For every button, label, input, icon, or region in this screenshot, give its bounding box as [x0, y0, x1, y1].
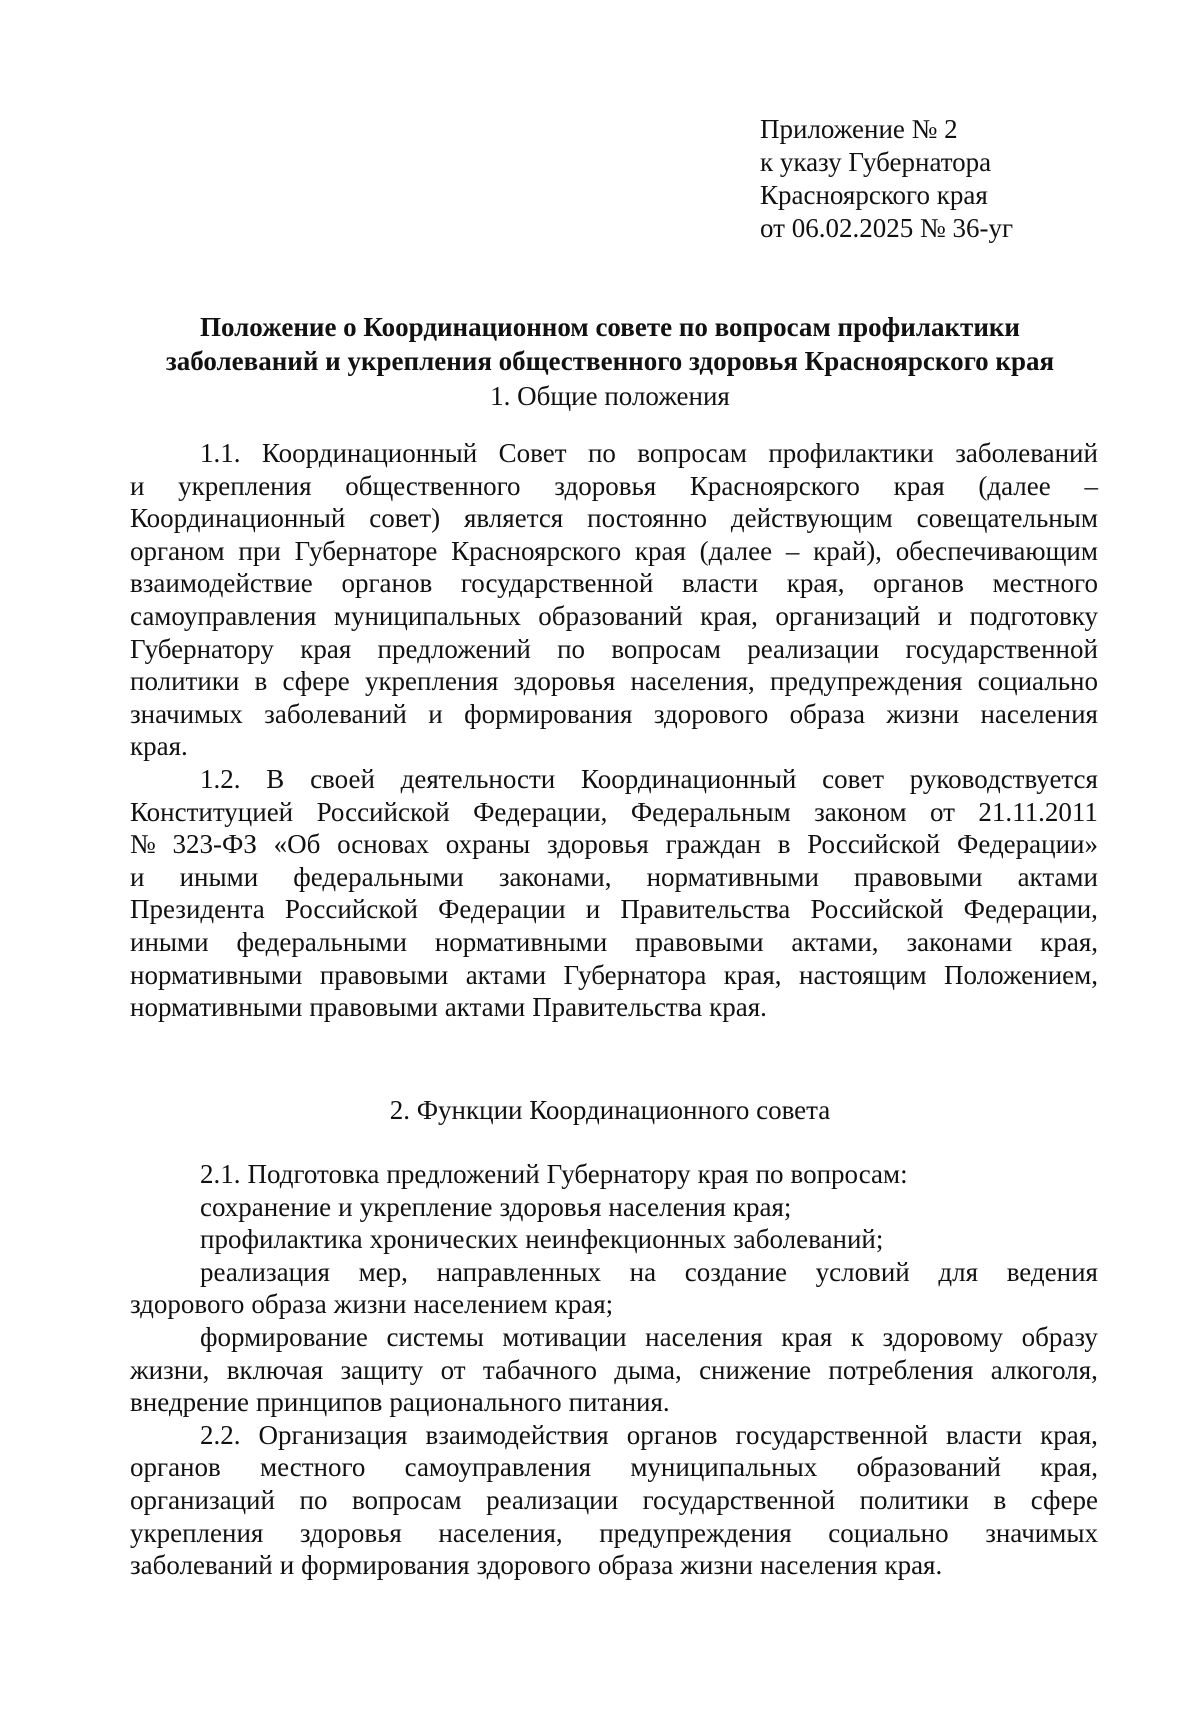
word: вопросам: [790, 1159, 908, 1189]
word: (далее [699, 535, 773, 566]
word: Красноярского [689, 470, 860, 501]
paragraph-line [130, 1484, 1098, 1517]
word: руководствуется [909, 763, 1098, 794]
word: политики [130, 666, 240, 697]
word: организаций [775, 600, 921, 631]
word: – [1084, 470, 1098, 501]
paragraph-line [130, 600, 1098, 633]
word: организаций [130, 1484, 275, 1515]
word: вопросам [611, 633, 721, 664]
paragraph-line [130, 567, 1098, 600]
word: заболеваний [955, 438, 1098, 468]
word: настоящим [799, 959, 927, 990]
title-line: Положение о Координационном совете по вопросам профилактики [200, 312, 1020, 342]
word: Положением, [944, 959, 1098, 990]
word: жизни [886, 698, 960, 729]
word: Правительства [532, 992, 703, 1023]
section-1-body [130, 437, 1098, 1024]
word: нормативными [130, 959, 303, 990]
word: заболеваний [130, 1550, 273, 1581]
paragraph-line [130, 1256, 1098, 1289]
word: государственной [905, 633, 1098, 664]
word: законами, [498, 861, 612, 892]
word: населения [759, 1550, 878, 1581]
word: правовыми [319, 959, 449, 990]
word: (далее [978, 470, 1051, 501]
word: Российской [807, 829, 941, 860]
appendix-block [760, 113, 1013, 245]
word: населения, [438, 1517, 563, 1548]
word: края, [786, 568, 845, 599]
word: здоровому [882, 1321, 1004, 1352]
paragraph-1-2 [130, 763, 1098, 1024]
word: общественного [345, 470, 521, 501]
word: Российской [284, 894, 418, 925]
word: здорового [653, 698, 769, 729]
word: укрепления [178, 470, 312, 501]
word: государственной [460, 568, 654, 599]
paragraph-line [130, 502, 1098, 535]
title-line: заболеваний и укрепления общественного здоровья Красноярского края [165, 346, 1055, 376]
word: реализация [200, 1256, 330, 1287]
word: образу [1021, 1321, 1098, 1352]
word: по [587, 438, 616, 468]
word: край), [813, 535, 882, 566]
word: социально [977, 666, 1098, 697]
word: хронических [369, 1224, 519, 1255]
word: предложений [386, 1159, 540, 1189]
word: Конституцией [130, 796, 294, 827]
paragraph-line [130, 1191, 1098, 1224]
word: края [300, 633, 352, 664]
word: ведения [1006, 1256, 1098, 1287]
word: Совет [498, 438, 567, 468]
paragraph-line [130, 437, 1098, 470]
word: потребления [828, 1354, 974, 1385]
paragraph-line [130, 796, 1098, 829]
word: иными [179, 861, 259, 892]
word: Координационный [130, 503, 346, 534]
word: края [634, 535, 686, 566]
word: на [629, 1256, 657, 1287]
word: и [937, 600, 953, 631]
word: алкоголя, [990, 1354, 1098, 1385]
word: охраны [445, 829, 531, 860]
paragraph-line [130, 893, 1098, 926]
word: мер, [358, 1256, 408, 1287]
word: законами [906, 926, 1013, 957]
word: по [755, 1159, 784, 1189]
word: края. [130, 731, 188, 762]
word: значимых [985, 1517, 1098, 1548]
word: является [464, 503, 564, 534]
word: формирования [464, 698, 633, 729]
word: 1.2. [200, 763, 241, 794]
word: значимых [130, 698, 243, 729]
word: здоровья [499, 1191, 602, 1222]
section-2-body [130, 1158, 1098, 1582]
paragraph-line [130, 828, 1098, 861]
word: населения [645, 1321, 763, 1352]
word: Губернатору [546, 1159, 691, 1189]
word: Губернатора [563, 959, 707, 990]
word: здорового [476, 1550, 591, 1581]
word: населения [980, 698, 1098, 729]
word: мотивации [502, 1321, 627, 1352]
word: от [440, 1354, 466, 1385]
word: муниципальных [333, 600, 521, 631]
word: образований [538, 600, 683, 631]
word: края; [732, 1191, 792, 1222]
paragraph-line [130, 1549, 1098, 1582]
word: Правительства [620, 894, 791, 925]
paragraph-line [130, 926, 1098, 959]
word: населения [608, 1191, 726, 1222]
word: актами [444, 992, 526, 1023]
paragraph-line [130, 763, 1098, 796]
word: Красноярского [451, 535, 622, 566]
word: табачного [482, 1354, 597, 1385]
word: 21.11.2011 [978, 796, 1098, 827]
paragraph-line [130, 665, 1098, 698]
word: предложений [377, 633, 531, 664]
word: актами, [791, 926, 879, 957]
word: края; [554, 1289, 614, 1320]
word: Федерации, [963, 894, 1098, 925]
word: профилактики [768, 438, 934, 468]
appendix-line: к указу Губернатора [760, 147, 992, 177]
word: нормативными [434, 926, 608, 957]
word: взаимодействие [130, 568, 313, 599]
word: условий [815, 1256, 910, 1287]
paragraph-line [130, 1517, 1098, 1550]
word: включая [226, 1354, 324, 1385]
word: нормативными [130, 992, 303, 1023]
paragraph-line [130, 1288, 1098, 1321]
word: вопросам [351, 1484, 462, 1515]
word: при [238, 535, 281, 566]
word: края. [709, 992, 767, 1023]
word: рационального [389, 1387, 562, 1418]
word: заболеваний [264, 698, 407, 729]
word: 2.1. [200, 1159, 241, 1189]
word: Федеральным [630, 796, 791, 827]
word: населения, [630, 666, 755, 697]
word: образа [789, 698, 865, 729]
word: в [993, 1484, 1007, 1515]
word: сохранение [200, 1191, 332, 1222]
word: питания. [568, 1387, 670, 1418]
paragraph-line [130, 1223, 1098, 1256]
word: Координационный [261, 438, 478, 468]
word: укрепления [364, 666, 499, 697]
word: края [781, 1321, 833, 1352]
word: вопросам [637, 438, 747, 468]
word: края, [1040, 1419, 1098, 1450]
word: снижение [699, 1354, 812, 1385]
word: правовыми [854, 861, 983, 892]
list-item-chronic-disease-prevention [130, 1223, 1098, 1256]
word: власти [681, 568, 759, 599]
word: края, [1040, 926, 1098, 957]
word: здоровья [554, 470, 657, 501]
appendix-line: от 06.02.2025 № 36-уг [760, 213, 1014, 243]
word: органов [626, 1419, 718, 1450]
word: для [938, 1256, 979, 1287]
list-item-healthy-lifestyle-conditions [130, 1256, 1098, 1321]
word: самоуправления [130, 600, 317, 631]
word: Губернаторе [294, 535, 438, 566]
word: актами [1017, 861, 1098, 892]
word: обеспечивающим [895, 535, 1098, 566]
word: и [338, 1191, 353, 1222]
word: дыма, [614, 1354, 682, 1385]
word: создание [684, 1256, 787, 1287]
section-1-heading: 1. Общие положения [490, 381, 730, 411]
word: своей [310, 763, 375, 794]
paragraph-2-1 [130, 1158, 1098, 1191]
word: по [557, 633, 586, 664]
word: сфере [1030, 1484, 1098, 1515]
appendix-line: Красноярского края [760, 180, 988, 210]
paragraph-line [130, 535, 1098, 568]
paragraph-line [130, 1419, 1098, 1452]
word: законом [814, 796, 907, 827]
word: жизни [680, 1550, 753, 1581]
paragraph-1-1 [130, 437, 1098, 763]
word: от [930, 796, 955, 827]
word: правовыми [635, 926, 764, 957]
word: государственной [642, 1484, 836, 1515]
word: населением [413, 1289, 548, 1320]
word: внедрение [130, 1387, 249, 1418]
word: актами [465, 959, 547, 990]
word: Подготовка [247, 1159, 380, 1189]
word: и [585, 894, 601, 925]
word: и [428, 698, 443, 729]
word: местного [260, 1452, 366, 1483]
word: жизни, [130, 1354, 210, 1385]
word: формирования [301, 1550, 470, 1581]
word: правовыми [309, 992, 438, 1023]
word: самоуправления [404, 1452, 592, 1483]
word: сфере [282, 666, 350, 697]
word: нормативными [646, 861, 819, 892]
word: здоровья [546, 829, 649, 860]
word: местного [992, 568, 1098, 599]
word: федеральными [236, 926, 407, 957]
word: и [130, 470, 145, 501]
word: основах [337, 829, 430, 860]
word: Губернатору [130, 633, 274, 664]
word: Координационный [581, 763, 797, 794]
word: подготовку [969, 600, 1098, 631]
paragraph-line [130, 470, 1098, 503]
word: совет) [369, 503, 441, 534]
word: совет [822, 763, 884, 794]
word: «Об [273, 829, 321, 860]
paragraph-line [130, 1386, 1098, 1419]
word: края [893, 470, 945, 501]
word: и [279, 1550, 295, 1581]
paragraph-line [130, 698, 1098, 731]
paragraph-line [130, 730, 1098, 763]
word: укрепления [130, 1517, 264, 1548]
word: здорового [130, 1289, 245, 1320]
word: формирование [200, 1321, 368, 1352]
appendix-line: Приложение № 2 [760, 114, 958, 144]
word: муниципальных [630, 1452, 818, 1483]
word: системы [386, 1321, 484, 1352]
word: совещательным [916, 503, 1098, 534]
word: действующим [730, 503, 893, 534]
word: реализации [747, 633, 880, 664]
word: жизни [333, 1289, 407, 1320]
word: постоянно [587, 503, 707, 534]
paragraph-line [130, 1354, 1098, 1387]
word: В [266, 763, 285, 794]
paragraph-line [130, 991, 1098, 1024]
word: органом [130, 535, 225, 566]
word: образований [856, 1452, 1001, 1483]
word: неинфекционных [525, 1224, 727, 1255]
word: граждан [665, 829, 761, 860]
list-item-health-preservation [130, 1191, 1098, 1224]
paragraph-line [130, 633, 1098, 666]
list-item-motivation-system [130, 1321, 1098, 1419]
word: края, [1040, 1452, 1098, 1483]
word: профилактика [200, 1224, 363, 1255]
word: здоровья [513, 666, 616, 697]
word: направленных [436, 1256, 601, 1287]
word: органов [130, 1452, 221, 1483]
word: взаимодействия [425, 1419, 609, 1450]
word: укрепление [359, 1191, 493, 1222]
word: края. [884, 1550, 943, 1581]
word: принципов [255, 1387, 383, 1418]
paragraph-line [130, 861, 1098, 894]
word: заболеваний; [733, 1224, 884, 1255]
document-title [130, 310, 1090, 378]
paragraph-line [130, 1451, 1098, 1484]
word: деятельности [400, 763, 556, 794]
word: – [785, 535, 800, 566]
word: реализации [486, 1484, 619, 1515]
word: Федерации [438, 894, 566, 925]
word: 2.2. [200, 1419, 241, 1450]
word: и [130, 861, 145, 892]
word: образа [251, 1289, 327, 1320]
word: иными [130, 926, 209, 957]
word: Организация [258, 1419, 408, 1450]
paragraph-line [130, 959, 1098, 992]
word: социально [828, 1517, 949, 1548]
word: 1.1. [200, 438, 241, 468]
word: предупреждения [770, 666, 963, 697]
paragraph-line [130, 1321, 1098, 1354]
word: края, [700, 600, 758, 631]
word: к [850, 1321, 864, 1352]
word: Федерации» [956, 829, 1098, 860]
word: Президента [130, 894, 265, 925]
word: Российской [316, 796, 450, 827]
word: власти [946, 1419, 1023, 1450]
word: края [697, 1159, 749, 1189]
word: Федерации, [473, 796, 608, 827]
word: Российской [810, 894, 944, 925]
word: защиту [340, 1354, 424, 1385]
word: политики [859, 1484, 969, 1515]
word: органов [341, 568, 433, 599]
word: 323-ФЗ [172, 829, 257, 860]
word: края, [723, 959, 782, 990]
word: в [254, 666, 268, 697]
word: в [777, 829, 791, 860]
word: образа [597, 1550, 674, 1581]
word: по [299, 1484, 328, 1515]
word: федеральными [293, 861, 464, 892]
section-2-heading: 2. Функции Координационного совета [389, 1095, 831, 1125]
paragraph-line [130, 1158, 1098, 1191]
paragraph-2-2 [130, 1419, 1098, 1582]
word: государственной [735, 1419, 928, 1450]
word: № [130, 829, 156, 860]
word: здоровья [299, 1517, 402, 1548]
word: предупреждения [599, 1517, 792, 1548]
word: органов [873, 568, 964, 599]
